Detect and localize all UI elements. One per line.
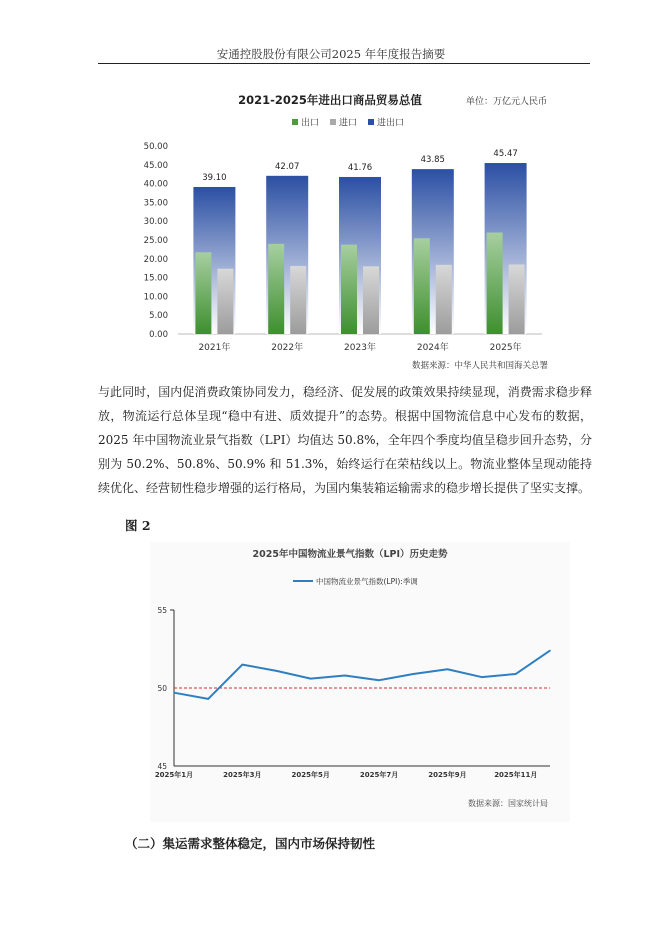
lpi-point <box>481 676 483 678</box>
chart2-x-tick: 2025年3月 <box>223 771 262 779</box>
lpi-point <box>549 650 551 652</box>
lpi-point <box>242 664 244 666</box>
chart1-legend <box>292 117 404 129</box>
trade-value-chart-svg <box>140 84 560 376</box>
chart1-x-tick: 2024年 <box>416 343 449 353</box>
chart1-unit: 单位：万亿元人民币 <box>466 97 548 107</box>
trade-value-chart <box>140 84 560 376</box>
chart2-y-tick: 50 <box>157 684 167 693</box>
chart2-x-tick: 2025年1月 <box>154 771 194 779</box>
import-bar <box>436 265 452 334</box>
total-data-label: 39.10 <box>202 172 227 183</box>
chart1-bars <box>193 149 526 353</box>
chart1-legend-swatch <box>368 119 374 125</box>
report-header: 安通控股股份有限公司2025 年年度报告摘要 <box>216 47 446 61</box>
export-bar <box>341 245 357 334</box>
chart1-x-tick: 2021年 <box>198 343 231 353</box>
chart2-x-tick: 2025年11月 <box>494 771 538 779</box>
chart1-y-tick: 30.00 <box>143 217 168 228</box>
chart1-y-tick: 0.00 <box>149 330 168 340</box>
chart2-source: 数据来源：国家统计局 <box>468 799 548 808</box>
lpi-point <box>173 692 175 694</box>
chart1-legend-swatch <box>292 119 298 125</box>
total-data-label: 43.85 <box>420 155 445 166</box>
import-bar <box>290 266 306 334</box>
lpi-point <box>344 675 346 677</box>
chart1-y-tick: 40.00 <box>143 179 168 190</box>
import-bar <box>363 266 379 334</box>
total-data-label: 41.76 <box>347 162 373 173</box>
chart1-y-tick: 50.00 <box>143 142 168 152</box>
chart2-x-tick: 2025年5月 <box>291 771 330 779</box>
lpi-point <box>378 679 380 681</box>
lpi-chart <box>150 542 570 822</box>
header-divider <box>98 63 590 64</box>
export-bar <box>268 244 284 334</box>
import-bar <box>217 269 233 334</box>
chart2-y-tick: 55 <box>157 606 167 615</box>
chart2-y-tick: 45 <box>157 762 167 771</box>
chart1-legend-label: 进口 <box>339 118 358 129</box>
chart1-x-tick: 2023年 <box>344 343 376 353</box>
export-bar <box>487 233 503 334</box>
chart1-y-tick: 15.00 <box>143 273 168 284</box>
chart1-y-tick: 20.00 <box>143 254 168 265</box>
body-paragraph: 与此同时，国内促消费政策协同发力，稳经济、促发展的政策效果持续显现，消费需求稳步释放，物流运行总体呈现“稳中有进、质效提升”的态势。根据中国物流信息中心发布的数据，2025 年中国物流业景气指数（LPI）均值达 50.8%，全年四个季度均值呈稳步回升态势，分别为 50.2%、50.8%、50.9% 和 51.3%，始终运行在荣枯线以上。物流业整体呈现动能持续优化、经营韧性稳步增强的运行格局，为国内集装箱运输需求的稳步增长提供了坚实支撑。 <box>98 385 592 495</box>
chart2-x-tick: 2025年9月 <box>428 771 467 779</box>
chart1-legend-swatch <box>330 119 336 125</box>
lpi-series-line <box>174 651 550 699</box>
chart1-legend-label: 出口 <box>301 118 320 129</box>
chart1-y-tick: 10.00 <box>143 292 168 303</box>
lpi-point <box>412 673 414 675</box>
chart1-legend-label: 进出口 <box>377 118 405 129</box>
chart1-y-tick: 35.00 <box>143 198 168 209</box>
lpi-point <box>207 698 209 700</box>
section-title: （二）集运需求整体稳定，国内市场保持韧性 <box>125 836 376 851</box>
lpi-point <box>310 678 312 680</box>
export-bar <box>414 238 430 334</box>
total-data-label: 42.07 <box>275 161 300 172</box>
lpi-chart-svg <box>150 542 570 822</box>
chart1-x-tick: 2022年 <box>271 343 304 353</box>
lpi-point <box>276 670 278 672</box>
chart1-title: 2021-2025年进出口商品贸易总值 <box>238 93 422 107</box>
chart2-x-tick: 2025年7月 <box>359 771 399 779</box>
lpi-point <box>515 673 517 675</box>
chart2-plot <box>173 650 551 700</box>
chart1-x-tick: 2025年 <box>489 343 522 353</box>
chart1-y-tick: 45.00 <box>143 160 168 171</box>
import-bar <box>509 265 525 334</box>
chart2-legend-label: 中国物流业景气指数(LPI):季调 <box>316 577 418 586</box>
chart1-y-tick: 5.00 <box>149 311 168 322</box>
chart1-source: 数据来源：中华人民共和国海关总署 <box>411 361 548 371</box>
total-data-label: 45.47 <box>493 149 518 160</box>
chart2-legend <box>293 576 418 586</box>
lpi-point <box>447 668 449 670</box>
chart2-title: 2025年中国物流业景气指数（LPI）历史走势 <box>252 549 448 560</box>
export-bar <box>195 252 211 334</box>
figure-2-label: 图 2 <box>125 518 151 533</box>
chart1-y-tick: 25.00 <box>143 236 168 246</box>
